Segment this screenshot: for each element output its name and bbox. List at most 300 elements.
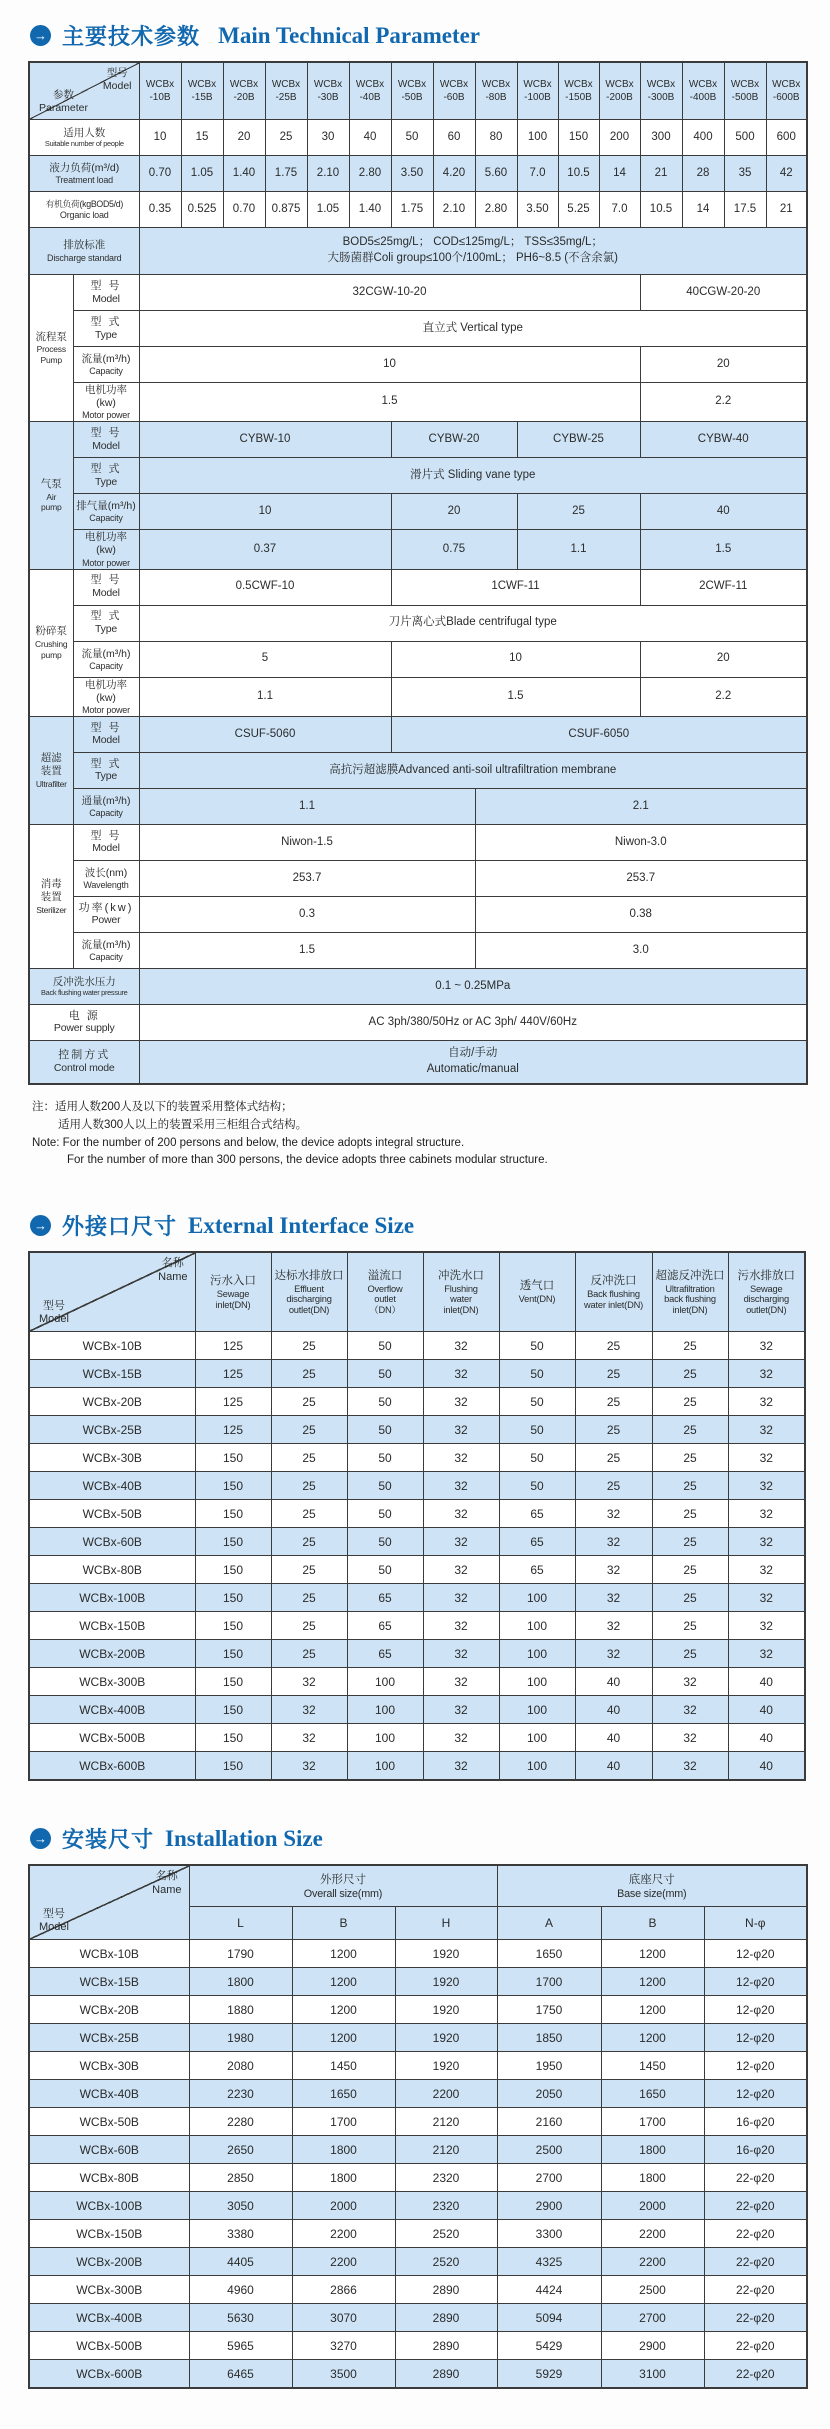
- value-cell: 25: [271, 1640, 347, 1668]
- model-cell: WCBx-300B: [29, 2276, 189, 2304]
- table-row: [29, 156, 807, 192]
- value-cell: BOD5≤25mg/L； COD≤125mg/L； TSS≤35mg/L； 大肠菌群Coli group≤100个/100mL； PH6~8.5 (不含余氯): [139, 228, 807, 275]
- value-cell: 32: [728, 1472, 805, 1500]
- model-cell: WCBx-25B: [29, 1416, 195, 1444]
- value-cell: AC 3ph/380/50Hz or AC 3ph/ 440V/60Hz: [139, 1004, 807, 1040]
- value-cell: 32: [271, 1668, 347, 1696]
- value-cell: 32: [728, 1500, 805, 1528]
- value-cell: 1.5: [139, 932, 475, 968]
- column-header-cell: WCBx -20B: [223, 62, 265, 120]
- table-row: [29, 1332, 805, 1360]
- table-corner-cell: 名称 Name 型号 Model: [29, 1865, 189, 1940]
- row-label-cell: 反冲洗水压力 Back flushing water pressure: [29, 968, 139, 1004]
- table-row: [29, 422, 807, 458]
- table-row: [29, 752, 807, 788]
- value-cell: 32: [423, 1416, 499, 1444]
- value-cell: B: [601, 1907, 704, 1940]
- value-cell: 3.50: [391, 156, 433, 192]
- value-cell: 50: [347, 1556, 423, 1584]
- value-cell: 2200: [601, 2248, 704, 2276]
- table-corner-cell: 名称 Name 型号 Model: [29, 1252, 195, 1332]
- value-cell: 150: [195, 1640, 271, 1668]
- value-cell: 2000: [601, 2192, 704, 2220]
- value-cell: 32: [728, 1360, 805, 1388]
- value-cell: 65: [499, 1528, 575, 1556]
- value-cell: 35: [724, 156, 766, 192]
- row-label-cell: 型 式 Type: [73, 311, 139, 347]
- value-cell: 25: [575, 1472, 652, 1500]
- model-cell: WCBx-20B: [29, 1388, 195, 1416]
- value-cell: 1200: [292, 1940, 395, 1968]
- value-cell: 1450: [292, 2052, 395, 2080]
- table-row: [29, 641, 807, 677]
- value-cell: 42: [766, 156, 807, 192]
- value-cell: 2500: [497, 2136, 601, 2164]
- column-header-cell: WCBx -400B: [682, 62, 724, 120]
- value-cell: H: [395, 1907, 497, 1940]
- value-cell: 1.1: [517, 530, 640, 569]
- value-cell: 7.0: [599, 192, 640, 228]
- value-cell: 5965: [189, 2332, 292, 2360]
- value-cell: 1.75: [265, 156, 307, 192]
- spacer: [28, 1781, 806, 1817]
- value-cell: 32: [728, 1528, 805, 1556]
- value-cell: 50: [499, 1416, 575, 1444]
- row-label-cell: 有机负荷(kgBOD5/d) Organic load: [29, 192, 139, 228]
- value-cell: 50: [347, 1360, 423, 1388]
- section-title-external-interface-size: [30, 1210, 806, 1241]
- table-row: [29, 824, 807, 860]
- value-cell: 32: [728, 1388, 805, 1416]
- table-row: [29, 2052, 807, 2080]
- value-cell: 40: [349, 120, 391, 156]
- row-label-cell: 电机功率(kw) Motor power: [73, 677, 139, 716]
- value-cell: 25: [575, 1332, 652, 1360]
- value-cell: 32: [652, 1668, 728, 1696]
- value-cell: 1650: [497, 1940, 601, 1968]
- value-cell: 25: [652, 1584, 728, 1612]
- table-row: [29, 530, 807, 569]
- value-cell: 150: [195, 1696, 271, 1724]
- value-cell: 40: [575, 1724, 652, 1752]
- value-cell: 100: [347, 1696, 423, 1724]
- value-cell: 32: [728, 1640, 805, 1668]
- value-cell: 32: [423, 1696, 499, 1724]
- column-header-cell: WCBx -50B: [391, 62, 433, 120]
- value-cell: 150: [195, 1724, 271, 1752]
- value-cell: 50: [347, 1472, 423, 1500]
- value-cell: 3070: [292, 2304, 395, 2332]
- table-row: [29, 1940, 807, 1968]
- value-cell: CYBW-25: [517, 422, 640, 458]
- value-cell: 10: [139, 347, 640, 383]
- value-cell: 22-φ20: [704, 2248, 807, 2276]
- model-cell: WCBx-60B: [29, 2136, 189, 2164]
- value-cell: 32: [423, 1584, 499, 1612]
- value-cell: 1800: [292, 2136, 395, 2164]
- value-cell: 32: [652, 1696, 728, 1724]
- row-label-cell: 液力负荷(m³/d) Treatment load: [29, 156, 139, 192]
- value-cell: 32: [423, 1332, 499, 1360]
- model-cell: WCBx-600B: [29, 2360, 189, 2389]
- value-cell: 32: [423, 1528, 499, 1556]
- table-row: [29, 2220, 807, 2248]
- model-cell: WCBx-50B: [29, 1500, 195, 1528]
- value-cell: CYBW-40: [640, 422, 807, 458]
- value-cell: 50: [347, 1444, 423, 1472]
- value-cell: 4424: [497, 2276, 601, 2304]
- value-cell: 2280: [189, 2108, 292, 2136]
- value-cell: 25: [652, 1556, 728, 1584]
- value-cell: 2520: [395, 2248, 497, 2276]
- value-cell: 14: [682, 192, 724, 228]
- value-cell: 1700: [601, 2108, 704, 2136]
- value-cell: 12-φ20: [704, 2080, 807, 2108]
- value-cell: 2.2: [640, 383, 807, 422]
- table-row: [29, 2024, 807, 2052]
- table-row: [29, 1004, 807, 1040]
- table-row: [29, 1388, 805, 1416]
- row-label-cell: 排气量(m³/h) Capacity: [73, 494, 139, 530]
- model-cell: WCBx-300B: [29, 1668, 195, 1696]
- arrow-bullet-icon: →: [30, 25, 51, 46]
- table-row: [29, 311, 807, 347]
- column-header-cell: WCBx -600B: [766, 62, 807, 120]
- value-cell: 22-φ20: [704, 2332, 807, 2360]
- row-label-cell: 型 号 Model: [73, 422, 139, 458]
- table-row: [29, 1444, 805, 1472]
- value-cell: 1200: [292, 2024, 395, 2052]
- value-cell: 25: [652, 1332, 728, 1360]
- value-cell: 0.75: [391, 530, 517, 569]
- value-cell: 1200: [601, 1940, 704, 1968]
- row-label-cell: 电 源 Power supply: [29, 1004, 139, 1040]
- value-cell: 32: [423, 1668, 499, 1696]
- note-line: Note: For the number of 200 persons and below, the device adopts integral structure.: [32, 1136, 465, 1149]
- value-cell: 1450: [601, 2052, 704, 2080]
- value-cell: 600: [766, 120, 807, 156]
- row-label-cell: 电机功率(kw) Motor power: [73, 530, 139, 569]
- arrow-bullet-icon: →: [30, 1828, 51, 1849]
- table-row: [29, 2332, 807, 2360]
- value-cell: 1750: [497, 1996, 601, 2024]
- row-label-cell: 型 式 Type: [73, 605, 139, 641]
- table-row: [29, 1472, 805, 1500]
- column-header-cell: 达标水排放口 Effluent discharging outlet(DN): [271, 1252, 347, 1332]
- value-cell: 1980: [189, 2024, 292, 2052]
- value-cell: 253.7: [139, 860, 475, 896]
- value-cell: 3.0: [475, 932, 807, 968]
- column-header-cell: 冲洗水口 Flushing water inlet(DN): [423, 1252, 499, 1332]
- value-cell: 25: [652, 1640, 728, 1668]
- value-cell: 20: [640, 347, 807, 383]
- table-row: [29, 2360, 807, 2389]
- row-label-cell: 流量(m³/h) Capacity: [73, 347, 139, 383]
- value-cell: 5.25: [558, 192, 599, 228]
- value-cell: 2700: [601, 2304, 704, 2332]
- value-cell: 50: [347, 1528, 423, 1556]
- table-row: [29, 347, 807, 383]
- value-cell: 5429: [497, 2332, 601, 2360]
- value-cell: 25: [575, 1360, 652, 1388]
- value-cell: 25: [652, 1472, 728, 1500]
- value-cell: 25: [271, 1332, 347, 1360]
- value-cell: CYBW-10: [139, 422, 391, 458]
- value-cell: 2320: [395, 2164, 497, 2192]
- value-cell: 2.1: [475, 788, 807, 824]
- value-cell: 1950: [497, 2052, 601, 2080]
- column-header-cell: WCBx -30B: [307, 62, 349, 120]
- value-cell: 32: [728, 1416, 805, 1444]
- note-line: 注：适用人数200人及以下的装置采用整体式结构；: [32, 1100, 293, 1113]
- table-row: [29, 968, 807, 1004]
- value-cell: 32: [423, 1472, 499, 1500]
- column-header-cell: 污水排放口 Sewage discharging outlet(DN): [728, 1252, 805, 1332]
- table-row: [29, 1996, 807, 2024]
- column-header-cell: WCBx -200B: [599, 62, 640, 120]
- value-cell: 40: [575, 1752, 652, 1781]
- model-cell: WCBx-15B: [29, 1968, 189, 1996]
- table-row: [29, 605, 807, 641]
- row-label-cell: 电机功率(kw) Motor power: [73, 383, 139, 422]
- value-cell: 25: [271, 1500, 347, 1528]
- value-cell: 22-φ20: [704, 2304, 807, 2332]
- table-row: [29, 1416, 805, 1444]
- value-cell: 3100: [601, 2360, 704, 2389]
- table-row: [29, 1968, 807, 1996]
- table-row: [29, 860, 807, 896]
- value-cell: 自动/手动 Automatic/manual: [139, 1040, 807, 1084]
- value-cell: 65: [347, 1612, 423, 1640]
- table-row: [29, 1724, 805, 1752]
- value-cell: 100: [499, 1752, 575, 1781]
- model-cell: WCBx-500B: [29, 1724, 195, 1752]
- value-cell: 22-φ20: [704, 2192, 807, 2220]
- model-cell: WCBx-30B: [29, 2052, 189, 2080]
- value-cell: 25: [652, 1388, 728, 1416]
- value-cell: 2CWF-11: [640, 569, 807, 605]
- value-cell: 32: [423, 1360, 499, 1388]
- value-cell: 2.10: [307, 156, 349, 192]
- value-cell: 150: [195, 1612, 271, 1640]
- table-row: [29, 192, 807, 228]
- row-label-cell: 波长(nm) Wavelength: [73, 860, 139, 896]
- model-cell: WCBx-80B: [29, 2164, 189, 2192]
- value-cell: 500: [724, 120, 766, 156]
- section-title-zh: 主要技术参数: [62, 24, 208, 49]
- section-title-en: Installation Size: [165, 1825, 323, 1851]
- value-cell: 65: [347, 1584, 423, 1612]
- value-cell: 25: [575, 1416, 652, 1444]
- value-cell: 4405: [189, 2248, 292, 2276]
- value-cell: Niwon-1.5: [139, 824, 475, 860]
- value-cell: 5.60: [475, 156, 517, 192]
- column-header-cell: 反冲洗口 Back flushing water inlet(DN): [575, 1252, 652, 1332]
- value-cell: 5094: [497, 2304, 601, 2332]
- value-cell: 32: [423, 1444, 499, 1472]
- model-cell: WCBx-25B: [29, 2024, 189, 2052]
- value-cell: 2.80: [349, 156, 391, 192]
- value-cell: 50: [499, 1444, 575, 1472]
- value-cell: 32: [423, 1640, 499, 1668]
- value-cell: 200: [599, 120, 640, 156]
- value-cell: 1880: [189, 1996, 292, 2024]
- value-cell: 1920: [395, 1940, 497, 1968]
- value-cell: 0.70: [223, 192, 265, 228]
- table-row: [29, 677, 807, 716]
- value-cell: 刀片离心式Blade centrifugal type: [139, 605, 807, 641]
- value-cell: 32: [423, 1556, 499, 1584]
- value-cell: 32: [271, 1724, 347, 1752]
- value-cell: 40: [728, 1668, 805, 1696]
- value-cell: 32: [652, 1724, 728, 1752]
- value-cell: 32: [423, 1388, 499, 1416]
- value-cell: 4325: [497, 2248, 601, 2276]
- group-label-cell: 粉碎泵 Crushing pump: [29, 569, 73, 716]
- value-cell: 65: [499, 1556, 575, 1584]
- table-row: [29, 716, 807, 752]
- value-cell: 400: [682, 120, 724, 156]
- value-cell: 5929: [497, 2360, 601, 2389]
- model-cell: WCBx-100B: [29, 2192, 189, 2220]
- value-cell: 2520: [395, 2220, 497, 2248]
- value-cell: 100: [499, 1724, 575, 1752]
- row-label-cell: 型 号 Model: [73, 716, 139, 752]
- value-cell: 1.75: [391, 192, 433, 228]
- value-cell: 40: [728, 1724, 805, 1752]
- value-cell: 2320: [395, 2192, 497, 2220]
- table-row: [29, 1865, 807, 1907]
- value-cell: 32: [575, 1584, 652, 1612]
- note-line: For the number of more than 300 persons, the device adopts three cabinets modular structure.: [67, 1154, 548, 1167]
- row-label-cell: 功率(kw) Power: [73, 896, 139, 932]
- value-cell: 0.35: [139, 192, 181, 228]
- value-cell: 2900: [601, 2332, 704, 2360]
- value-cell: 125: [195, 1388, 271, 1416]
- value-cell: 25: [652, 1416, 728, 1444]
- value-cell: 100: [499, 1612, 575, 1640]
- arrow-bullet-icon: →: [30, 1215, 51, 1236]
- value-cell: 2.2: [640, 677, 807, 716]
- installation-size-table: [28, 1864, 808, 2389]
- value-cell: 28: [682, 156, 724, 192]
- table-row: [29, 2276, 807, 2304]
- model-cell: WCBx-400B: [29, 2304, 189, 2332]
- value-cell: 40: [640, 494, 807, 530]
- value-cell: 10: [139, 494, 391, 530]
- value-cell: 65: [347, 1640, 423, 1668]
- value-cell: 1650: [292, 2080, 395, 2108]
- row-label-cell: 型 式 Type: [73, 752, 139, 788]
- column-header-cell: 溢流口 Overflow outlet （DN）: [347, 1252, 423, 1332]
- value-cell: 100: [347, 1724, 423, 1752]
- value-cell: 150: [195, 1584, 271, 1612]
- value-cell: N-φ: [704, 1907, 807, 1940]
- column-header-cell: WCBx -15B: [181, 62, 223, 120]
- value-cell: 32: [575, 1556, 652, 1584]
- value-cell: 0.3: [139, 896, 475, 932]
- column-header-cell: WCBx -60B: [433, 62, 475, 120]
- table-row: [29, 932, 807, 968]
- value-cell: 2080: [189, 2052, 292, 2080]
- external-interface-size-table: [28, 1251, 806, 1781]
- value-cell: B: [292, 1907, 395, 1940]
- value-cell: 50: [347, 1500, 423, 1528]
- value-cell: 1.5: [139, 383, 640, 422]
- value-cell: 50: [499, 1332, 575, 1360]
- value-cell: 2890: [395, 2332, 497, 2360]
- value-cell: 40CGW-20-20: [640, 275, 807, 311]
- model-cell: WCBx-10B: [29, 1940, 189, 1968]
- value-cell: 21: [640, 156, 682, 192]
- group-label-cell: 气泵 Air pump: [29, 422, 73, 569]
- model-cell: WCBx-40B: [29, 1472, 195, 1500]
- value-cell: 7.0: [517, 156, 558, 192]
- value-cell: 150: [195, 1500, 271, 1528]
- value-cell: 32CGW-10-20: [139, 275, 640, 311]
- value-cell: 32: [728, 1556, 805, 1584]
- value-cell: 12-φ20: [704, 1968, 807, 1996]
- column-header-cell: WCBx -500B: [724, 62, 766, 120]
- value-cell: 1700: [497, 1968, 601, 1996]
- value-cell: 25: [517, 494, 640, 530]
- value-cell: 1.5: [640, 530, 807, 569]
- table-row: [29, 275, 807, 311]
- value-cell: 32: [423, 1724, 499, 1752]
- value-cell: 100: [347, 1752, 423, 1781]
- value-cell: 25: [652, 1612, 728, 1640]
- value-cell: 32: [271, 1696, 347, 1724]
- value-cell: 3500: [292, 2360, 395, 2389]
- table-row: [29, 569, 807, 605]
- value-cell: 32: [728, 1612, 805, 1640]
- row-label-cell: 控制方式 Control mode: [29, 1040, 139, 1084]
- model-cell: WCBx-50B: [29, 2108, 189, 2136]
- column-header-cell: WCBx -150B: [558, 62, 599, 120]
- table-row: [29, 2164, 807, 2192]
- value-cell: 1920: [395, 1996, 497, 2024]
- value-cell: 3270: [292, 2332, 395, 2360]
- table-row: [29, 788, 807, 824]
- value-cell: 1.1: [139, 677, 391, 716]
- value-cell: CSUF-5060: [139, 716, 391, 752]
- value-cell: 100: [347, 1668, 423, 1696]
- value-cell: 150: [195, 1556, 271, 1584]
- value-cell: 25: [271, 1360, 347, 1388]
- value-cell: 0.37: [139, 530, 391, 569]
- value-cell: 1700: [292, 2108, 395, 2136]
- value-cell: 1920: [395, 2024, 497, 2052]
- value-cell: 10: [391, 641, 640, 677]
- value-cell: 25: [271, 1612, 347, 1640]
- value-cell: 25: [271, 1528, 347, 1556]
- value-cell: 直立式 Vertical type: [139, 311, 807, 347]
- model-cell: WCBx-40B: [29, 2080, 189, 2108]
- value-cell: 40: [575, 1696, 652, 1724]
- table-row: [29, 1612, 805, 1640]
- value-cell: 50: [391, 120, 433, 156]
- value-cell: 25: [652, 1444, 728, 1472]
- value-cell: 40: [728, 1696, 805, 1724]
- value-cell: 1200: [601, 2024, 704, 2052]
- value-cell: 0.875: [265, 192, 307, 228]
- value-cell: 1790: [189, 1940, 292, 1968]
- value-cell: 32: [728, 1444, 805, 1472]
- model-cell: WCBx-200B: [29, 1640, 195, 1668]
- column-header-cell: 超滤反冲洗口 Ultrafiltration back flushing inlet(DN): [652, 1252, 728, 1332]
- value-cell: 1200: [601, 1968, 704, 1996]
- value-cell: 14: [599, 156, 640, 192]
